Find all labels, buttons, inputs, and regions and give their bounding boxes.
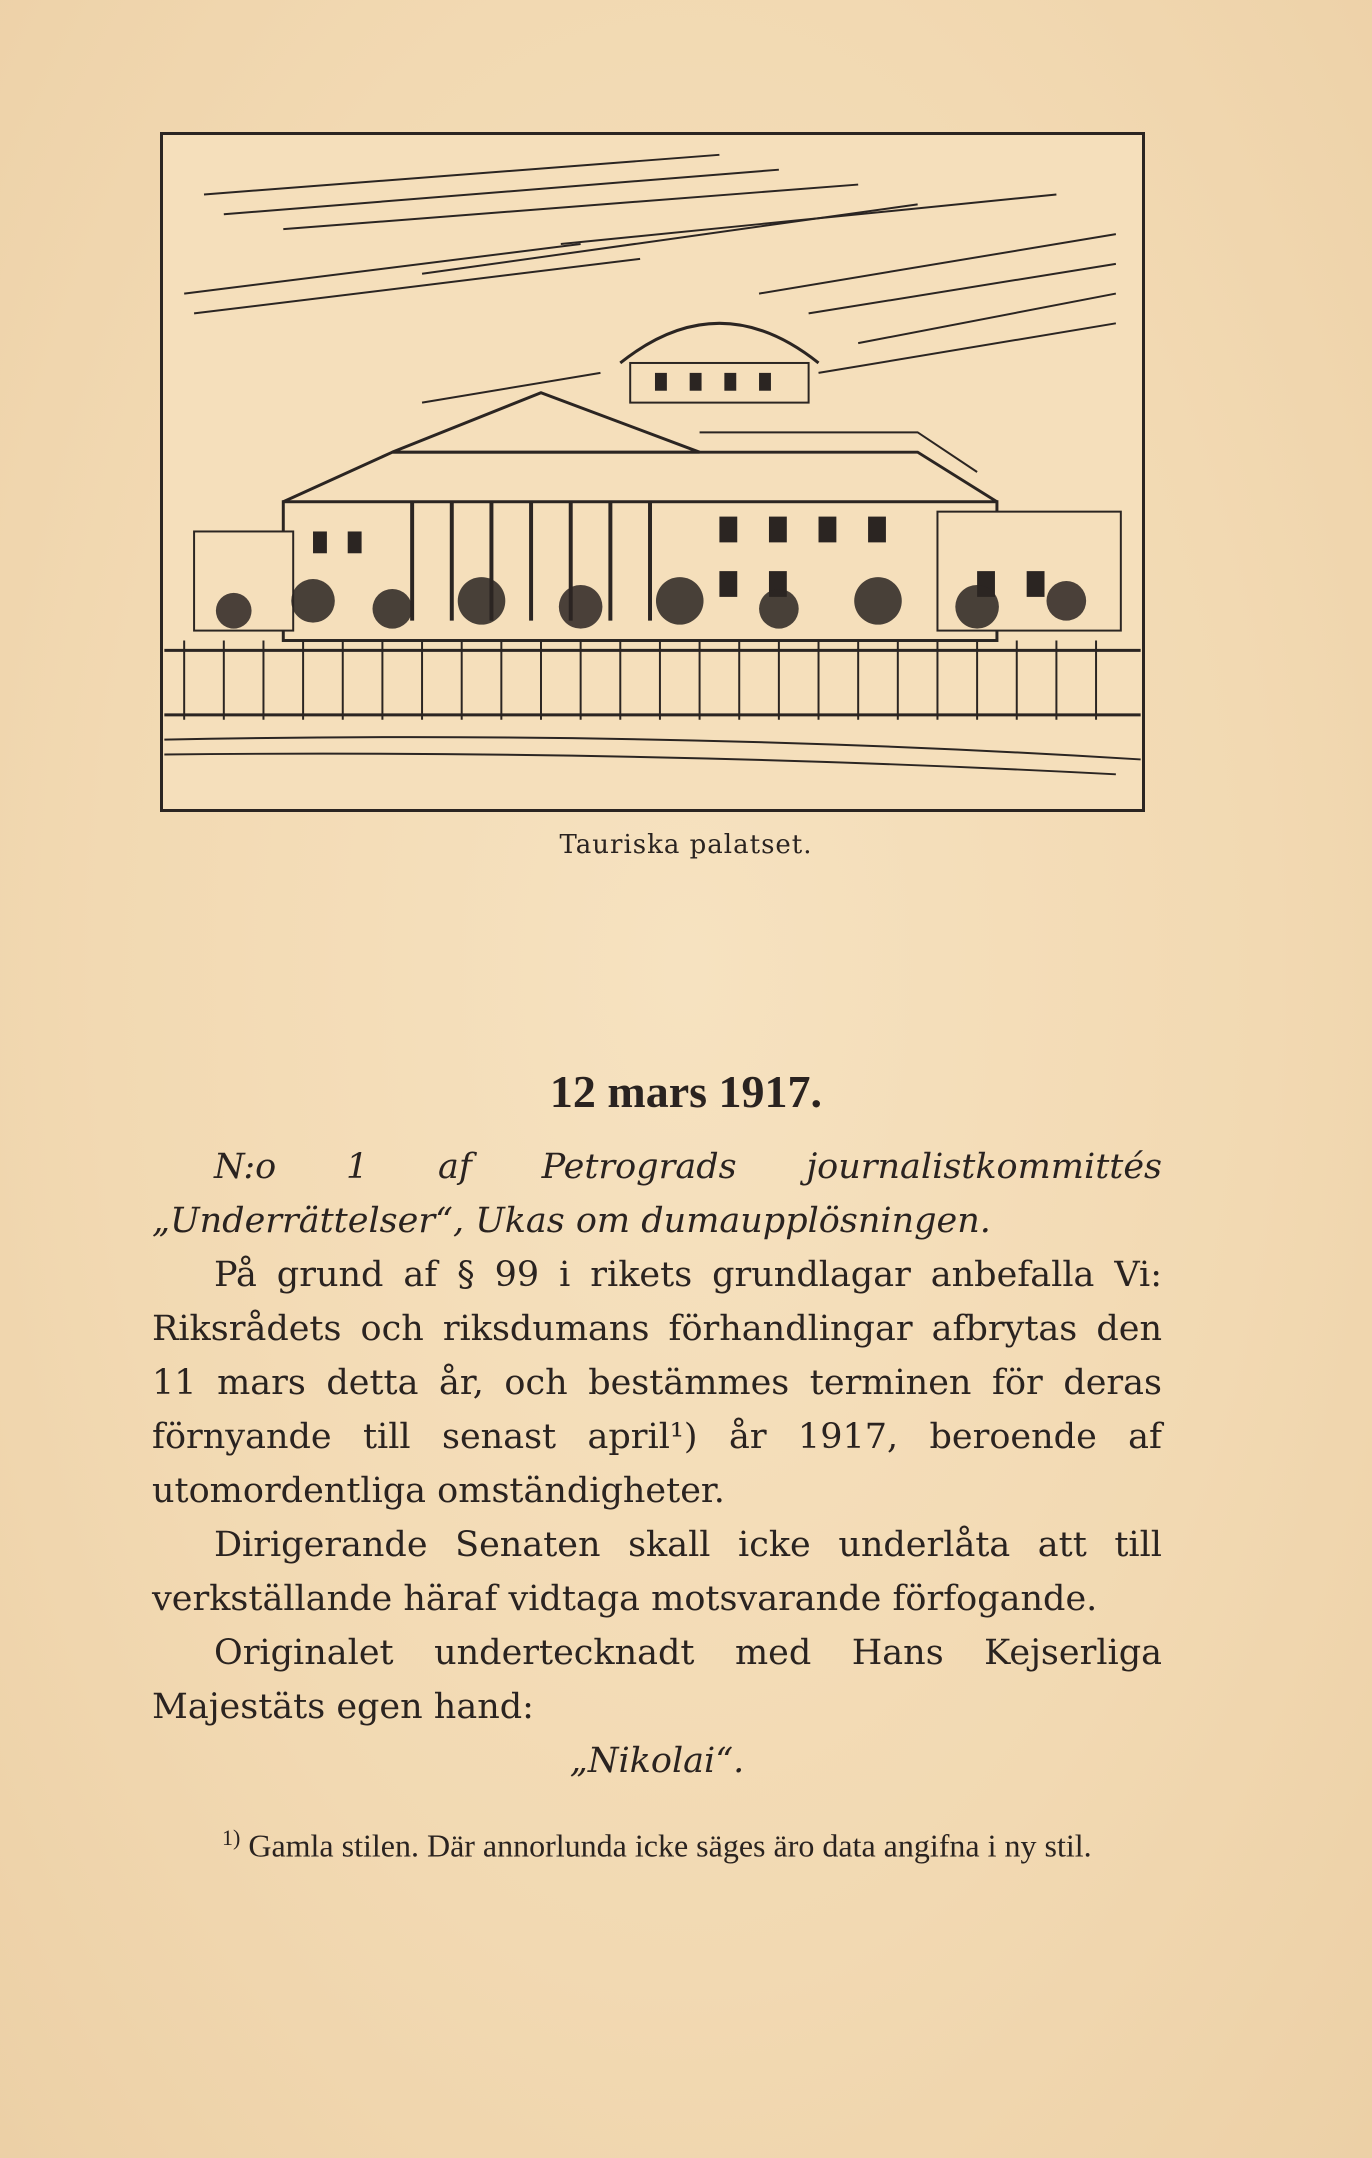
figure-caption: Tauriska palatset.: [559, 830, 813, 860]
footnote-marker: 1): [222, 1825, 241, 1850]
palace-illustration: [160, 132, 1145, 812]
footnote-text: Gamla stilen. Där annorlunda icke säges äro data angifna i ny stil.: [248, 1827, 1092, 1864]
paragraph: På grund af § 99 i rikets grundlagar anbefalla Vi: Riksrådets och riksdumans förhandlingar afbrytas den 11 mars detta år, och bestämmes terminen för deras förnyande till senast april¹) år 1917, beroende af utomordentliga omständigheter.: [152, 1255, 1162, 1511]
signature: „Nikolai“.: [569, 1741, 745, 1781]
body-text: [152, 1140, 1162, 1788]
palace-drawing: [163, 135, 1142, 809]
intro-text: N:o 1 af Petrograds journalistkommittés „Underrättelser“, Ukas om dumaupplösningen.: [152, 1147, 1162, 1241]
paragraph: Originalet undertecknadt med Hans Kejserliga Majestäts egen hand:: [152, 1633, 1162, 1727]
paragraph: Dirigerande Senaten skall icke underlåta att till verkställande häraf vidtaga motsvarande förfogande.: [152, 1525, 1162, 1619]
date-heading: 12 mars 1917.: [549, 1066, 823, 1117]
footnote: [152, 1815, 1162, 1869]
